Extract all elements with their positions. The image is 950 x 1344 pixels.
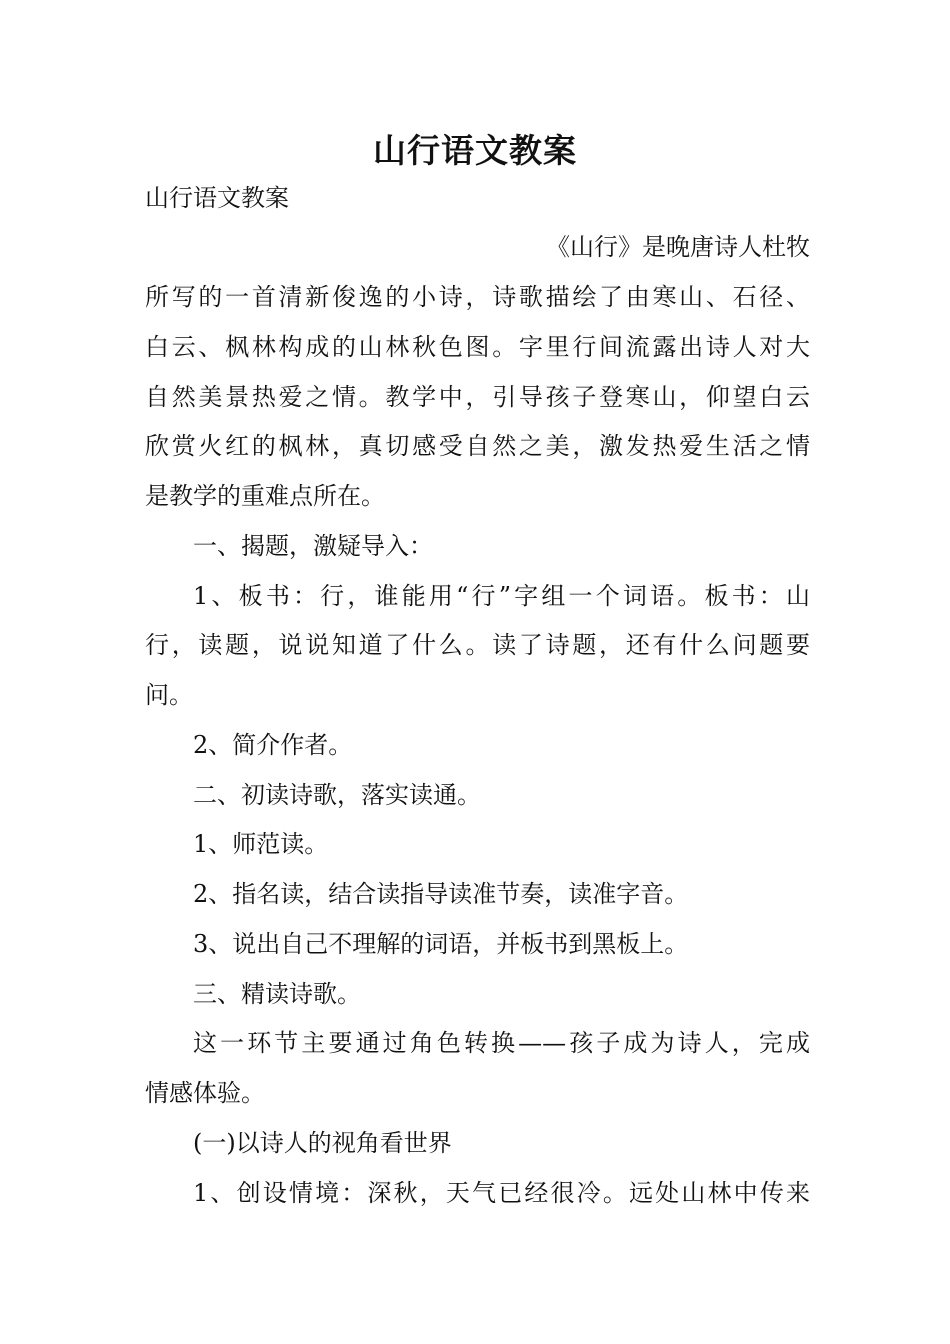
section-heading: 三、精读诗歌。	[193, 980, 361, 1008]
subsection-heading: (一)以诗人的视角看世界	[193, 1129, 452, 1157]
paragraph-line: 1、创设情境：深秋，天气已经很冷。远处山林中传来	[193, 1179, 810, 1207]
paragraph-line: 所写的一首清新俊逸的小诗，诗歌描绘了由寒山、石径、	[145, 283, 810, 311]
paragraph-line: 情感体验。	[145, 1079, 265, 1107]
paragraph-line: 欣赏火红的枫林，真切感受自然之美，激发热爱生活之情	[145, 432, 810, 460]
paragraph-line: 这一环节主要通过角色转换——孩子成为诗人，完成	[193, 1029, 810, 1057]
section-heading: 一、揭题，激疑导入：	[193, 532, 433, 560]
paragraph-line: 《山行》是晚唐诗人杜牧	[546, 233, 810, 261]
section-heading: 二、初读诗歌，落实读通。	[193, 781, 481, 809]
paragraph-line: 是教学的重难点所在。	[145, 482, 385, 510]
paragraph-line: 1、板书：行，谁能用“行”字组一个词语。板书：山	[193, 582, 810, 610]
list-item: 1、师范读。	[193, 830, 329, 858]
paragraph-line: 问。	[145, 681, 193, 709]
paragraph-line: 行，读题，说说知道了什么。读了诗题，还有什么问题要	[145, 631, 810, 659]
paragraph-line: 自然美景热爱之情。教学中，引导孩子登寒山，仰望白云	[145, 383, 810, 411]
document-title: 山行语文教案	[373, 131, 577, 170]
list-item: 2、指名读，结合读指导读准节奏，读准字音。	[193, 880, 689, 908]
list-item: 2、简介作者。	[193, 731, 353, 759]
list-item: 3、说出自己不理解的词语，并板书到黑板上。	[193, 930, 689, 958]
subtitle-line: 山行语文教案	[145, 184, 289, 212]
paragraph-line: 白云、枫林构成的山林秋色图。字里行间流露出诗人对大	[145, 333, 810, 361]
